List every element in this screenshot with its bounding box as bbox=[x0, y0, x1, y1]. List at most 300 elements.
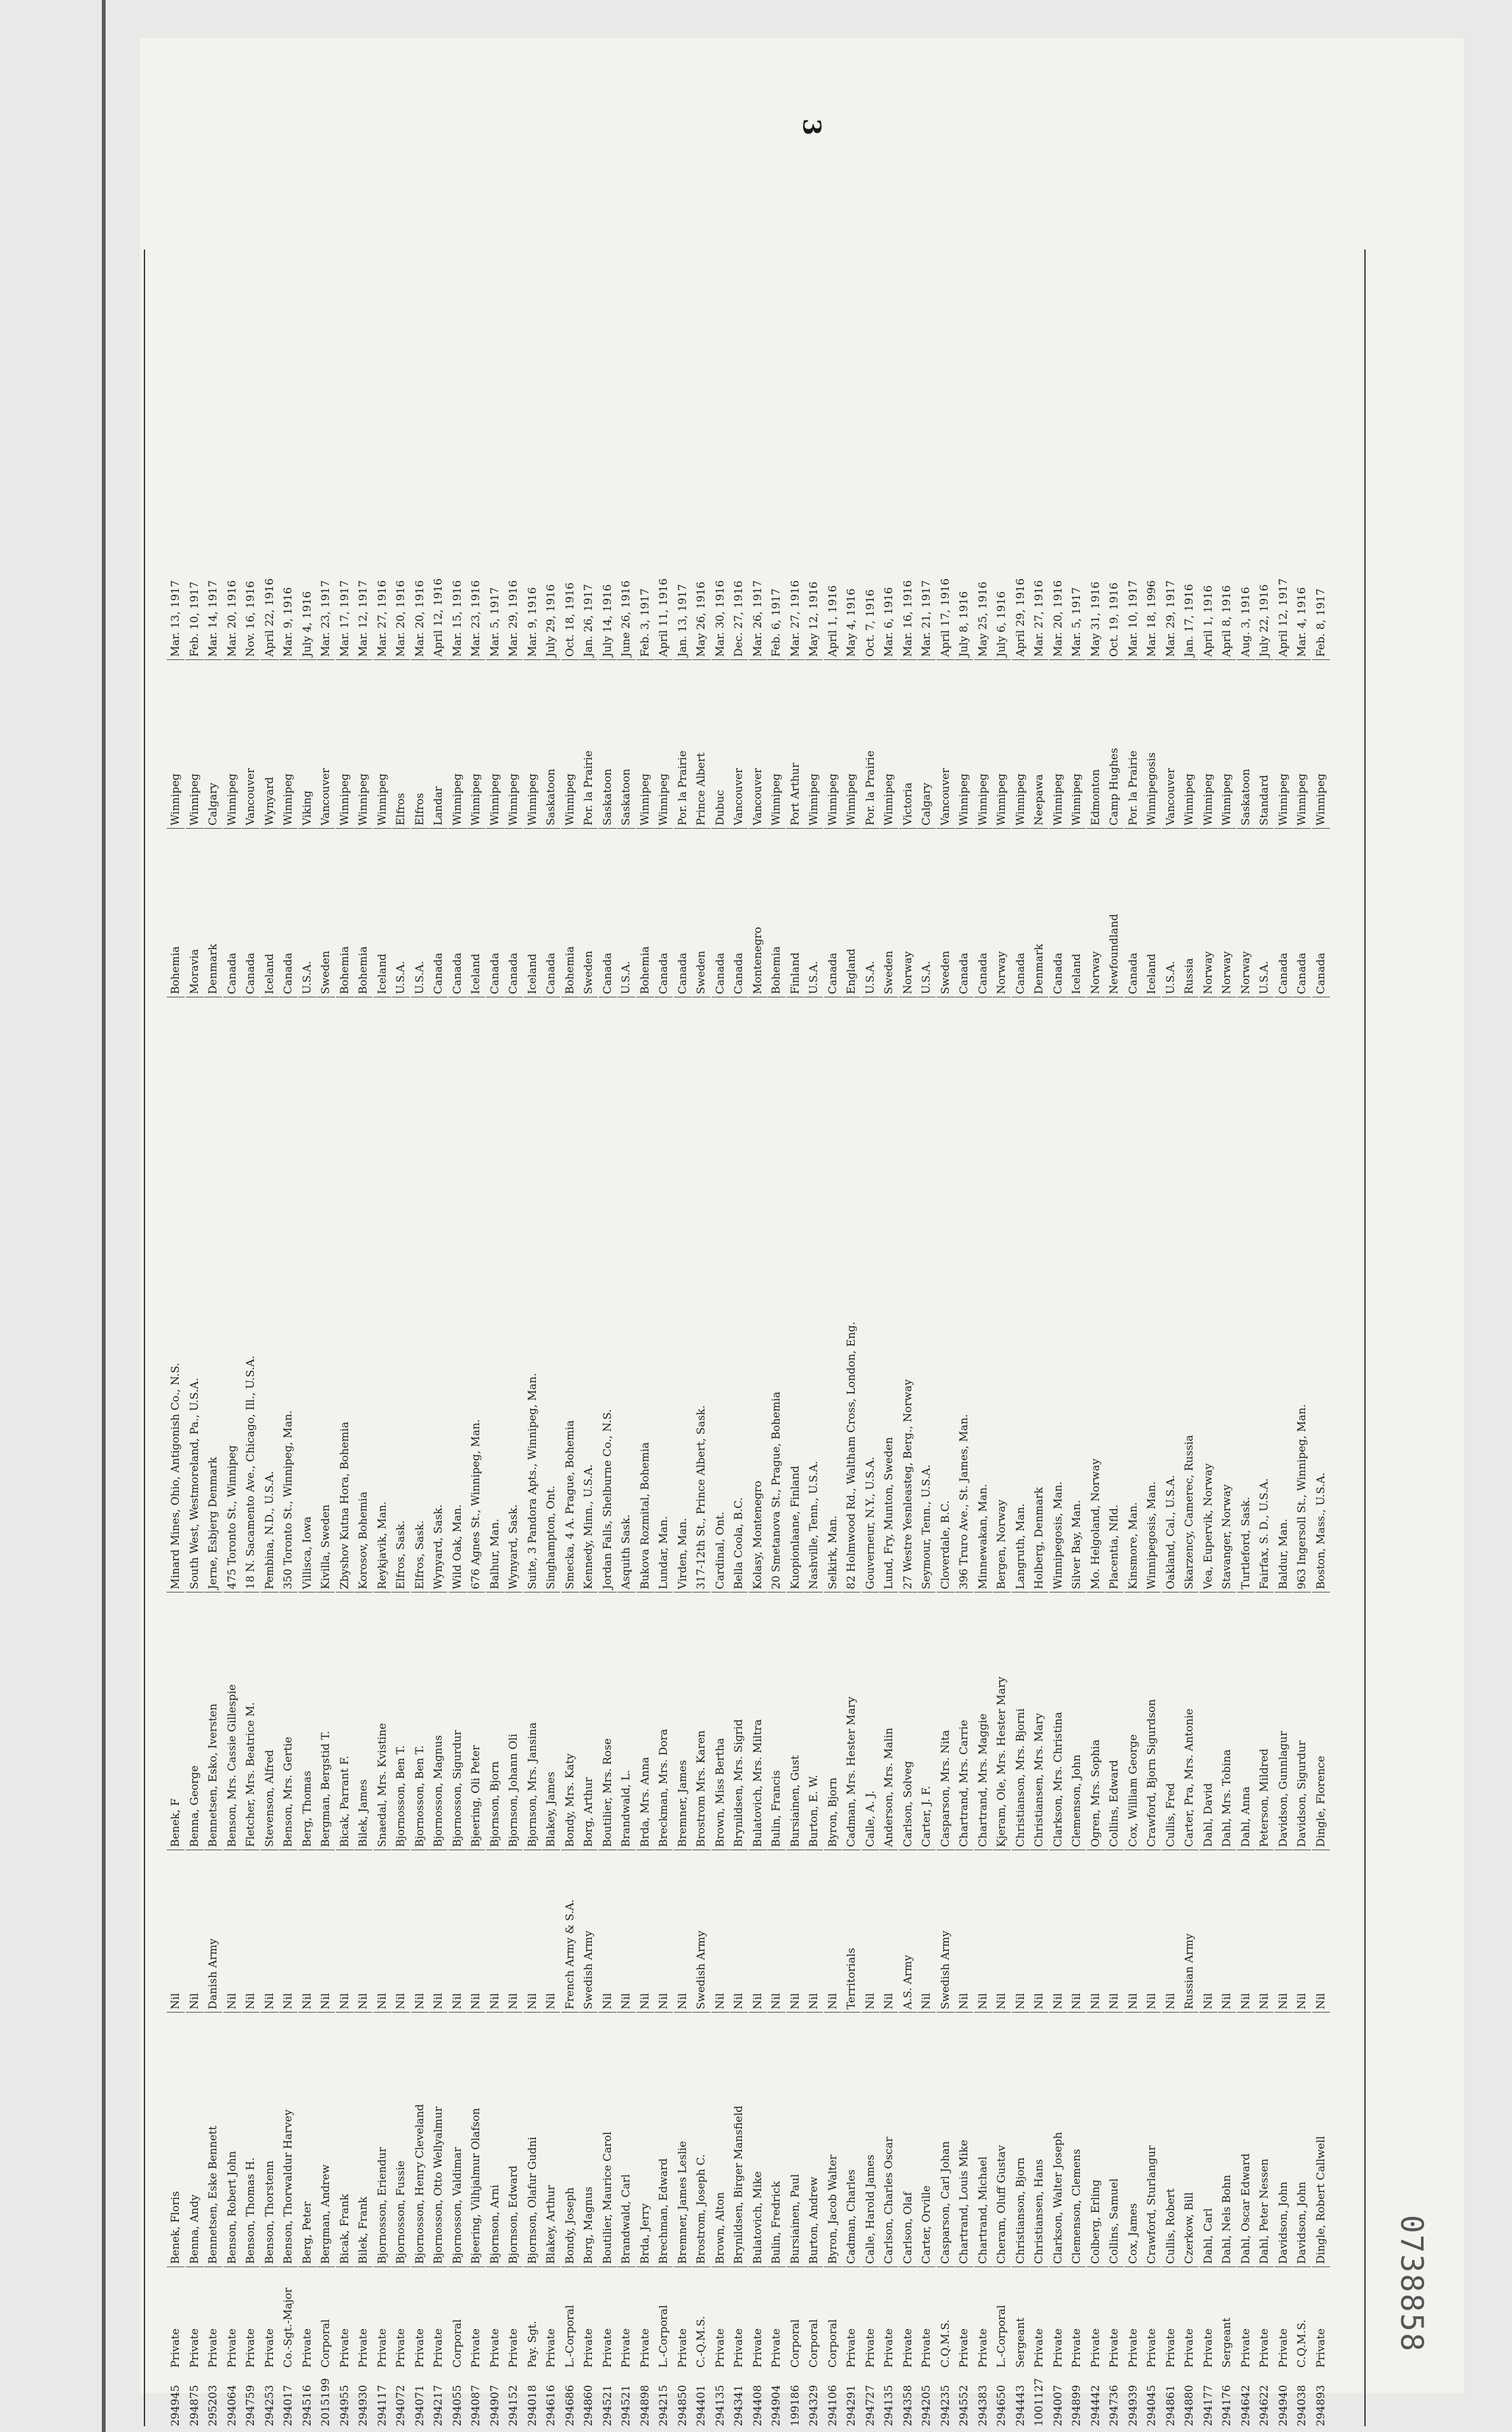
country-of-birth-cell: Canada bbox=[655, 829, 673, 997]
next-of-kin-cell: Chartrand, Mrs. Maggie bbox=[974, 1592, 992, 1850]
former-military-service-cell: A.S. Army bbox=[899, 1850, 917, 2013]
country-of-birth-cell: U.S.A. bbox=[392, 829, 410, 997]
next-of-kin-address-cell: Silver Bay, Man. bbox=[1068, 997, 1086, 1592]
table-row bbox=[411, 250, 429, 2426]
former-military-service-cell: Nil bbox=[1162, 1850, 1180, 2013]
former-military-service-cell: Nil bbox=[787, 1850, 804, 2013]
next-of-kin-cell: Dahl, David bbox=[1200, 1592, 1217, 1850]
next-of-kin-address-cell: Fairfax, S. D., U.S.A. bbox=[1256, 997, 1273, 1592]
former-military-service-cell: Nil bbox=[1105, 1850, 1123, 2013]
name-cell: Bondy, Joseph bbox=[561, 2016, 579, 2267]
service-number-cell: 294955 bbox=[338, 2385, 351, 2426]
former-military-service-cell: Swedish Army bbox=[937, 1850, 955, 2013]
former-military-service-cell: Nil bbox=[1143, 1850, 1161, 2013]
date-of-enlistment-cell: Mar. 9, 1916 bbox=[524, 530, 542, 660]
next-of-kin-address-cell: Winnipegosis, Man. bbox=[1143, 997, 1161, 1592]
name-cell: Bjornson, Arni bbox=[486, 2016, 504, 2267]
date-of-enlistment-cell: Aug. 3, 1916 bbox=[1237, 530, 1255, 660]
former-military-service-cell: Nil bbox=[1068, 1850, 1086, 2013]
date-of-enlistment-cell: Mar. 26, 1917 bbox=[749, 530, 767, 660]
rank-cell: Private bbox=[1201, 2328, 1215, 2368]
service-number-cell: 294622 bbox=[1258, 2385, 1271, 2426]
rank-cell: Private bbox=[713, 2328, 727, 2368]
former-military-service-cell: Nil bbox=[1293, 1850, 1311, 2013]
service-number-cell: 294898 bbox=[638, 2385, 652, 2426]
rank-cell: Pay. Sgt. bbox=[526, 2321, 539, 2368]
date-of-enlistment-cell: Mar. 16, 1916 bbox=[899, 530, 917, 660]
next-of-kin-cell: Stevenson, Alfred bbox=[261, 1592, 279, 1850]
country-of-birth-cell: Norway bbox=[1200, 829, 1217, 997]
place-of-enlistment-cell: Por. la Prairie bbox=[674, 660, 692, 829]
former-military-service-cell: Nil bbox=[261, 1850, 279, 2013]
name-cell: Benna, Andy bbox=[186, 2016, 204, 2267]
next-of-kin-address-cell: 350 Toronto St., Winnipeg, Man. bbox=[279, 997, 297, 1592]
date-of-enlistment-cell: Jan. 17, 1916 bbox=[1180, 530, 1198, 660]
place-of-enlistment-cell: Winnipeg bbox=[655, 660, 673, 829]
former-military-service-cell: Nil bbox=[374, 1850, 391, 2013]
date-of-enlistment-cell: Feb. 3, 1917 bbox=[636, 530, 654, 660]
service-number-cell: 294018 bbox=[526, 2385, 539, 2426]
table-row bbox=[805, 250, 823, 2426]
table-row bbox=[880, 250, 898, 2426]
next-of-kin-address-cell: Asquith Sask. bbox=[617, 997, 635, 1592]
country-of-birth-cell: Canada bbox=[505, 829, 522, 997]
date-of-enlistment-cell: May 25, 1916 bbox=[974, 530, 992, 660]
date-of-enlistment-cell: April 11, 1916 bbox=[655, 530, 673, 660]
former-military-service-cell: Nil bbox=[298, 1850, 316, 2013]
rank-cell: Corporal bbox=[808, 2319, 820, 2368]
date-of-enlistment-cell: April 22, 1916 bbox=[261, 530, 279, 660]
table-row bbox=[449, 250, 466, 2426]
service-number-cell: 294907 bbox=[488, 2385, 501, 2426]
name-cell: Bjornosson, Fussie bbox=[392, 2016, 410, 2267]
service-number-cell: 294341 bbox=[732, 2385, 745, 2426]
table-row bbox=[655, 250, 673, 2426]
former-military-service-cell: Nil bbox=[486, 1850, 504, 2013]
table-row bbox=[561, 250, 579, 2426]
date-of-enlistment-cell: Mar. 9, 1916 bbox=[279, 530, 297, 660]
rank-cell: Private bbox=[1051, 2328, 1065, 2368]
country-of-birth-cell: Iceland bbox=[1143, 829, 1161, 997]
name-cell: Brda, Jerry bbox=[636, 2016, 654, 2267]
table-row bbox=[843, 250, 860, 2426]
name-cell: Berg, Peter bbox=[298, 2016, 316, 2267]
former-military-service-cell: Nil bbox=[542, 1850, 560, 2013]
former-military-service-cell: Nil bbox=[617, 1850, 635, 2013]
table-bottom-rule bbox=[1364, 250, 1366, 2426]
table-row bbox=[186, 250, 204, 2426]
next-of-kin-address-cell: 676 Agnes St., Winnipeg, Man. bbox=[467, 997, 485, 1592]
place-of-enlistment-cell: Winnipeg bbox=[374, 660, 391, 829]
next-of-kin-cell: Bulin, Francis bbox=[767, 1592, 785, 1850]
service-number-cell: 294727 bbox=[864, 2385, 877, 2426]
service-number-cell: 294861 bbox=[1164, 2385, 1177, 2426]
place-of-enlistment-cell: Winnipeg bbox=[1293, 660, 1311, 829]
date-of-enlistment-cell: June 26, 1916 bbox=[617, 530, 635, 660]
country-of-birth-cell: Denmark bbox=[1030, 829, 1048, 997]
next-of-kin-cell: Brostrom Mrs. Karen bbox=[692, 1592, 710, 1850]
place-of-enlistment-cell: Wynyard bbox=[261, 660, 279, 829]
former-military-service-cell: Nil bbox=[1200, 1850, 1217, 2013]
next-of-kin-cell: Dingle, Florence bbox=[1312, 1592, 1330, 1850]
next-of-kin-cell: Benson, Mrs. Cassie Gillespie bbox=[223, 1592, 241, 1850]
next-of-kin-address-cell: Nashville, Tenn., U.S.A. bbox=[805, 997, 823, 1592]
place-of-enlistment-cell: Winnipeg bbox=[767, 660, 785, 829]
former-military-service-cell: Nil bbox=[824, 1850, 842, 2013]
service-number-cell: 294045 bbox=[1145, 2385, 1158, 2426]
next-of-kin-address-cell: 18 N. Sacamento Ave., Chicago, Ill., U.S.A. bbox=[242, 997, 260, 1592]
table-row bbox=[974, 250, 992, 2426]
former-military-service-cell: Nil bbox=[1030, 1850, 1048, 2013]
service-number-cell: 294106 bbox=[826, 2385, 839, 2426]
date-of-enlistment-cell: Mar. 15, 1916 bbox=[449, 530, 466, 660]
date-of-enlistment-cell: Mar. 30, 1916 bbox=[711, 530, 729, 660]
rank-cell: Private bbox=[263, 2328, 276, 2368]
service-number-cell: 294291 bbox=[845, 2385, 858, 2426]
service-number-cell: 294401 bbox=[695, 2385, 708, 2426]
former-military-service-cell: Nil bbox=[974, 1850, 992, 2013]
name-cell: Benson, Thomas H. bbox=[242, 2016, 260, 2267]
date-of-enlistment-cell: July 14, 1916 bbox=[599, 530, 617, 660]
name-cell: Borg, Magnus bbox=[580, 2016, 598, 2267]
place-of-enlistment-cell: Calgary bbox=[204, 660, 222, 829]
next-of-kin-cell: Ogren, Mrs. Sophia bbox=[1087, 1592, 1105, 1850]
date-of-enlistment-cell: Oct. 19, 1916 bbox=[1105, 530, 1123, 660]
rank-cell: Corporal bbox=[319, 2319, 332, 2368]
name-cell: Christianson, Bjorn bbox=[1012, 2016, 1030, 2267]
service-number-cell: 294205 bbox=[920, 2385, 933, 2426]
service-number-cell: 294521 bbox=[620, 2385, 633, 2426]
table-row bbox=[430, 250, 447, 2426]
next-of-kin-cell: Davidson, Sigurdur bbox=[1293, 1592, 1311, 1850]
next-of-kin-cell: Bergman, Bergstid T. bbox=[317, 1592, 335, 1850]
service-number-cell: 294650 bbox=[995, 2385, 1008, 2426]
next-of-kin-address-cell: Bukova Rozmital, Bohemia bbox=[636, 997, 654, 1592]
country-of-birth-cell: Canada bbox=[542, 829, 560, 997]
next-of-kin-address-cell: Minard Mines, Ohio, Antigonish Co., N.S. bbox=[167, 997, 185, 1592]
rank-cell: Private bbox=[1164, 2328, 1177, 2368]
place-of-enlistment-cell: Winnipeg bbox=[223, 660, 241, 829]
table-row bbox=[167, 250, 185, 2426]
next-of-kin-cell: Cox, William George bbox=[1124, 1592, 1142, 1850]
next-of-kin-address-cell: Oakland, Cal., U.S.A. bbox=[1162, 997, 1180, 1592]
country-of-birth-cell: Norway bbox=[993, 829, 1011, 997]
next-of-kin-address-cell: Lund, Fry, Munton, Sweden bbox=[880, 997, 898, 1592]
date-of-enlistment-cell: Mar. 20, 1916 bbox=[411, 530, 429, 660]
date-of-enlistment-cell: Mar. 20, 1916 bbox=[1049, 530, 1067, 660]
place-of-enlistment-cell: Edmonton bbox=[1087, 660, 1105, 829]
rank-cell: Private bbox=[207, 2328, 220, 2368]
country-of-birth-cell: U.S.A. bbox=[1162, 829, 1180, 997]
country-of-birth-cell: Moravia bbox=[186, 829, 204, 997]
country-of-birth-cell: Sweden bbox=[317, 829, 335, 997]
next-of-kin-cell: Bilek, James bbox=[354, 1592, 372, 1850]
name-cell: Collins, Samuel bbox=[1105, 2016, 1123, 2267]
country-of-birth-cell: Canada bbox=[1124, 829, 1142, 997]
place-of-enlistment-cell: Winnipeg bbox=[354, 660, 372, 829]
country-of-birth-cell: Canada bbox=[1049, 829, 1067, 997]
date-of-enlistment-cell: Dec. 27, 1916 bbox=[730, 530, 748, 660]
date-of-enlistment-cell: April 8, 1916 bbox=[1218, 530, 1236, 660]
next-of-kin-address-cell: 82 Holmwood Rd., Waltham Cross, London, Eng. bbox=[843, 997, 860, 1592]
date-of-enlistment-cell: Mar. 20, 1916 bbox=[223, 530, 241, 660]
place-of-enlistment-cell: Camp Hughes bbox=[1105, 660, 1123, 829]
next-of-kin-cell: Dahl, Mrs. Tobina bbox=[1218, 1592, 1236, 1850]
former-military-service-cell: Nil bbox=[1275, 1850, 1292, 2013]
next-of-kin-address-cell: Kennedy, Minn., U.S.A. bbox=[580, 997, 598, 1592]
table-row bbox=[1087, 250, 1105, 2426]
rank-cell: Private bbox=[244, 2328, 257, 2368]
next-of-kin-address-cell: Gouverneur, N.Y., U.S.A. bbox=[862, 997, 879, 1592]
rank-cell: Private bbox=[1239, 2328, 1252, 2368]
place-of-enlistment-cell: Prince Albert bbox=[692, 660, 710, 829]
next-of-kin-address-cell: Bella Coola, B.C. bbox=[730, 997, 748, 1592]
country-of-birth-cell: Bohemia bbox=[336, 829, 354, 997]
name-cell: Dahl, Carl bbox=[1200, 2016, 1217, 2267]
next-of-kin-address-cell: Vea, Eupervik, Norway bbox=[1200, 997, 1217, 1592]
page-number: 3 bbox=[797, 118, 827, 136]
country-of-birth-cell: Canada bbox=[279, 829, 297, 997]
service-number-cell: 294875 bbox=[188, 2385, 201, 2426]
service-number-cell: 294253 bbox=[263, 2385, 276, 2426]
next-of-kin-cell: Clarkson, Mrs. Christina bbox=[1049, 1592, 1067, 1850]
table-top-rule bbox=[144, 250, 145, 2426]
country-of-birth-cell: Bohemia bbox=[561, 829, 579, 997]
former-military-service-cell: Swedish Army bbox=[692, 1850, 710, 2013]
rank-cell: Private bbox=[901, 2328, 914, 2368]
rank-cell: Co.-Sgt.-Major bbox=[282, 2288, 295, 2368]
country-of-birth-cell: Sweden bbox=[880, 829, 898, 997]
former-military-service-cell: Nil bbox=[1049, 1850, 1067, 2013]
next-of-kin-address-cell: Balhur, Man. bbox=[486, 997, 504, 1592]
service-number-cell: 294759 bbox=[244, 2385, 257, 2426]
date-of-enlistment-cell: Mar. 12, 1917 bbox=[354, 530, 372, 660]
country-of-birth-cell: Canada bbox=[1275, 829, 1292, 997]
date-of-enlistment-cell: Jan. 13, 1917 bbox=[674, 530, 692, 660]
rank-cell: Private bbox=[1070, 2328, 1083, 2368]
date-of-enlistment-cell: April 1, 1916 bbox=[824, 530, 842, 660]
name-cell: Crawford, Sturlangur bbox=[1143, 2016, 1161, 2267]
next-of-kin-cell: Casparson, Mrs. Nita bbox=[937, 1592, 955, 1850]
service-number-cell: 294177 bbox=[1201, 2385, 1215, 2426]
rank-cell: Private bbox=[338, 2328, 351, 2368]
next-of-kin-cell: Kjeram, Ole, Mrs. Hester Mary bbox=[993, 1592, 1011, 1850]
country-of-birth-cell: Denmark bbox=[204, 829, 222, 997]
date-of-enlistment-cell: Feb. 10, 1917 bbox=[186, 530, 204, 660]
next-of-kin-cell: Bjeering, Oli Peter bbox=[467, 1592, 485, 1850]
place-of-enlistment-cell: Winnipeg bbox=[843, 660, 860, 829]
date-of-enlistment-cell: May 4, 1916 bbox=[843, 530, 860, 660]
service-number-cell: 294152 bbox=[507, 2385, 520, 2426]
date-of-enlistment-cell: July 6, 1916 bbox=[993, 530, 1011, 660]
table-row bbox=[749, 250, 767, 2426]
place-of-enlistment-cell: Saskatoon bbox=[617, 660, 635, 829]
name-cell: Cheram, Oluff Gustav bbox=[993, 2016, 1011, 2267]
rank-cell: Private bbox=[1314, 2328, 1327, 2368]
date-of-enlistment-cell: Mar. 10, 1917 bbox=[1124, 530, 1142, 660]
date-of-enlistment-cell: April 12, 1916 bbox=[430, 530, 447, 660]
rank-cell: Private bbox=[582, 2328, 595, 2368]
date-of-enlistment-cell: April 1, 1916 bbox=[1200, 530, 1217, 660]
next-of-kin-cell: Bjornosson, Ben T. bbox=[411, 1592, 429, 1850]
former-military-service-cell: Nil bbox=[1218, 1850, 1236, 2013]
rank-cell: Private bbox=[620, 2328, 633, 2368]
place-of-enlistment-cell: Winnipeg bbox=[167, 660, 185, 829]
name-cell: Dahl, Oscar Edward bbox=[1237, 2016, 1255, 2267]
date-of-enlistment-cell: Mar. 27, 1916 bbox=[374, 530, 391, 660]
table-row bbox=[730, 250, 748, 2426]
country-of-birth-cell: Norway bbox=[1087, 829, 1105, 997]
country-of-birth-cell: Sweden bbox=[937, 829, 955, 997]
date-of-enlistment-cell: Oct. 7, 1916 bbox=[862, 530, 879, 660]
place-of-enlistment-cell: Vancouver bbox=[730, 660, 748, 829]
next-of-kin-address-cell: Cardinal, Ont. bbox=[711, 997, 729, 1592]
rank-cell: Private bbox=[188, 2328, 201, 2368]
rank-cell: Private bbox=[770, 2328, 783, 2368]
name-cell: Davidson, John bbox=[1275, 2016, 1292, 2267]
name-cell: Brynildsen, Birger Mansfield bbox=[730, 2016, 748, 2267]
country-of-birth-cell: Canada bbox=[599, 829, 617, 997]
table-row bbox=[524, 250, 542, 2426]
date-of-enlistment-cell: Mar. 5, 1917 bbox=[486, 530, 504, 660]
date-of-enlistment-cell: Mar. 29, 1916 bbox=[505, 530, 522, 660]
date-of-enlistment-cell: April 29, 1916 bbox=[1012, 530, 1030, 660]
next-of-kin-address-cell: Kolasy, Montenegro bbox=[749, 997, 767, 1592]
service-number-cell: 294904 bbox=[770, 2385, 783, 2426]
date-of-enlistment-cell: April 12, 1917 bbox=[1275, 530, 1292, 660]
service-number-cell: 294135 bbox=[713, 2385, 727, 2426]
next-of-kin-cell: Berg, Thomas bbox=[298, 1592, 316, 1850]
rank-cell: Corporal bbox=[826, 2319, 839, 2368]
next-of-kin-address-cell: Smecka, 4 A. Prague, Bohemia bbox=[561, 997, 579, 1592]
country-of-birth-cell: Bohemia bbox=[767, 829, 785, 997]
name-cell: Blakey, Arthur bbox=[542, 2016, 560, 2267]
next-of-kin-cell: Calle, A. J. bbox=[862, 1592, 879, 1850]
service-number-cell: 294017 bbox=[282, 2385, 295, 2426]
table-row bbox=[1030, 250, 1048, 2426]
date-of-enlistment-cell: Mar. 27, 1916 bbox=[787, 530, 804, 660]
name-cell: Dingle, Robert Callwell bbox=[1312, 2016, 1330, 2267]
country-of-birth-cell: Canada bbox=[223, 829, 241, 997]
next-of-kin-cell: Brda, Mrs. Anna bbox=[636, 1592, 654, 1850]
table-row bbox=[1143, 250, 1161, 2426]
name-cell: Bjornosson, Otto Wellyalmur bbox=[430, 2016, 447, 2267]
name-cell: Boutilier, Maurice Carol bbox=[599, 2016, 617, 2267]
date-of-enlistment-cell: Mar. 23, 1917 bbox=[317, 530, 335, 660]
rank-cell: Private bbox=[1089, 2328, 1102, 2368]
next-of-kin-cell: Cullis, Fred bbox=[1162, 1592, 1180, 1850]
next-of-kin-cell: Bjornson, Johann Oli bbox=[505, 1592, 522, 1850]
rank-cell: C.Q.M.S. bbox=[939, 2319, 952, 2368]
name-cell: Brostrom, Joseph C. bbox=[692, 2016, 710, 2267]
rank-cell: Private bbox=[1126, 2328, 1140, 2368]
next-of-kin-cell: Borg, Arthur bbox=[580, 1592, 598, 1850]
next-of-kin-address-cell: Minnewakan, Man. bbox=[974, 997, 992, 1592]
date-of-enlistment-cell: Mar. 20, 1916 bbox=[392, 530, 410, 660]
date-of-enlistment-cell: Mar. 14, 1917 bbox=[204, 530, 222, 660]
country-of-birth-cell: Canada bbox=[974, 829, 992, 997]
former-military-service-cell: Swedish Army bbox=[580, 1850, 598, 2013]
table-row bbox=[1237, 250, 1255, 2426]
former-military-service-cell: Nil bbox=[767, 1850, 785, 2013]
country-of-birth-cell: U.S.A. bbox=[862, 829, 879, 997]
country-of-birth-cell: Sweden bbox=[580, 829, 598, 997]
place-of-enlistment-cell: Winnipeg bbox=[336, 660, 354, 829]
next-of-kin-cell: Christiansen, Mrs. Mary bbox=[1030, 1592, 1048, 1850]
rank-cell: Private bbox=[300, 2328, 314, 2368]
name-cell: Bjornosson, Valdimar bbox=[449, 2016, 466, 2267]
name-cell: Clarkson, Walter Joseph bbox=[1049, 2016, 1067, 2267]
name-cell: Carlson, Charles Oscar bbox=[880, 2016, 898, 2267]
place-of-enlistment-cell: Winnipeg bbox=[1068, 660, 1086, 829]
former-military-service-cell: Nil bbox=[1012, 1850, 1030, 2013]
country-of-birth-cell: Iceland bbox=[1068, 829, 1086, 997]
country-of-birth-cell: Canada bbox=[242, 829, 260, 997]
rank-cell: Private bbox=[357, 2328, 370, 2368]
archive-stamp: 0738858 bbox=[1394, 2214, 1430, 2353]
service-number-cell: 294516 bbox=[300, 2385, 314, 2426]
place-of-enlistment-cell: Neepawa bbox=[1030, 660, 1048, 829]
rank-cell: Private bbox=[676, 2328, 689, 2368]
place-of-enlistment-cell: Saskatoon bbox=[599, 660, 617, 829]
name-cell: Cox, James bbox=[1124, 2016, 1142, 2267]
place-of-enlistment-cell: Winnipeg bbox=[1312, 660, 1330, 829]
country-of-birth-cell: U.S.A. bbox=[411, 829, 429, 997]
table-row bbox=[1105, 250, 1123, 2426]
rank-cell: Private bbox=[432, 2328, 445, 2368]
place-of-enlistment-cell: Winnipeg bbox=[1012, 660, 1030, 829]
next-of-kin-address-cell: Elfros, Sask. bbox=[392, 997, 410, 1592]
next-of-kin-cell: Brynildsen, Mrs. Sigrid bbox=[730, 1592, 748, 1850]
country-of-birth-cell: Canada bbox=[1012, 829, 1030, 997]
table-row bbox=[711, 250, 729, 2426]
rank-cell: Private bbox=[864, 2328, 877, 2368]
next-of-kin-address-cell: 20 Smetanova St., Prague, Bohemia bbox=[767, 997, 785, 1592]
table-row bbox=[1012, 250, 1030, 2426]
country-of-birth-cell: Newfoundland bbox=[1105, 829, 1123, 997]
country-of-birth-cell: Canada bbox=[430, 829, 447, 997]
country-of-birth-cell: Bohemia bbox=[167, 829, 185, 997]
rank-cell: Private bbox=[751, 2328, 764, 2368]
former-military-service-cell: Nil bbox=[336, 1850, 354, 2013]
next-of-kin-address-cell: Winnipegosis, Man. bbox=[1049, 997, 1067, 1592]
country-of-birth-cell: Iceland bbox=[467, 829, 485, 997]
date-of-enlistment-cell: Feb. 6, 1917 bbox=[767, 530, 785, 660]
place-of-enlistment-cell: Saskatoon bbox=[1237, 660, 1255, 829]
next-of-kin-cell: Blakey, James bbox=[542, 1592, 560, 1850]
name-cell: Dahl, Nels Bohn bbox=[1218, 2016, 1236, 2267]
next-of-kin-address-cell: South West, Westmoreland, Pa., U.S.A. bbox=[186, 997, 204, 1592]
next-of-kin-address-cell: Wynyard, Sask. bbox=[505, 997, 522, 1592]
place-of-enlistment-cell: Winnipeg bbox=[1218, 660, 1236, 829]
country-of-birth-cell: U.S.A. bbox=[617, 829, 635, 997]
name-cell: Benson, Robert John bbox=[223, 2016, 241, 2267]
next-of-kin-address-cell: Mo. Helgoland, Norway bbox=[1087, 997, 1105, 1592]
service-number-cell: 294087 bbox=[470, 2385, 482, 2426]
nominal-roll-table bbox=[144, 250, 1366, 2426]
former-military-service-cell: Nil bbox=[636, 1850, 654, 2013]
name-cell: Cullis, Robert bbox=[1162, 2016, 1180, 2267]
table-row bbox=[636, 250, 654, 2426]
service-number-cell: 294064 bbox=[225, 2385, 239, 2426]
table-row bbox=[674, 250, 692, 2426]
next-of-kin-cell: Carter, Pra, Mrs. Antonie bbox=[1180, 1592, 1198, 1850]
next-of-kin-cell: Anderson, Mrs. Malin bbox=[880, 1592, 898, 1850]
next-of-kin-address-cell: Jerne, Esbjerg Denmark bbox=[204, 997, 222, 1592]
former-military-service-cell: Nil bbox=[279, 1850, 297, 2013]
service-number-cell: 294442 bbox=[1089, 2385, 1102, 2426]
name-cell: Bjeering, Vilhjalmur Olafson bbox=[467, 2016, 485, 2267]
